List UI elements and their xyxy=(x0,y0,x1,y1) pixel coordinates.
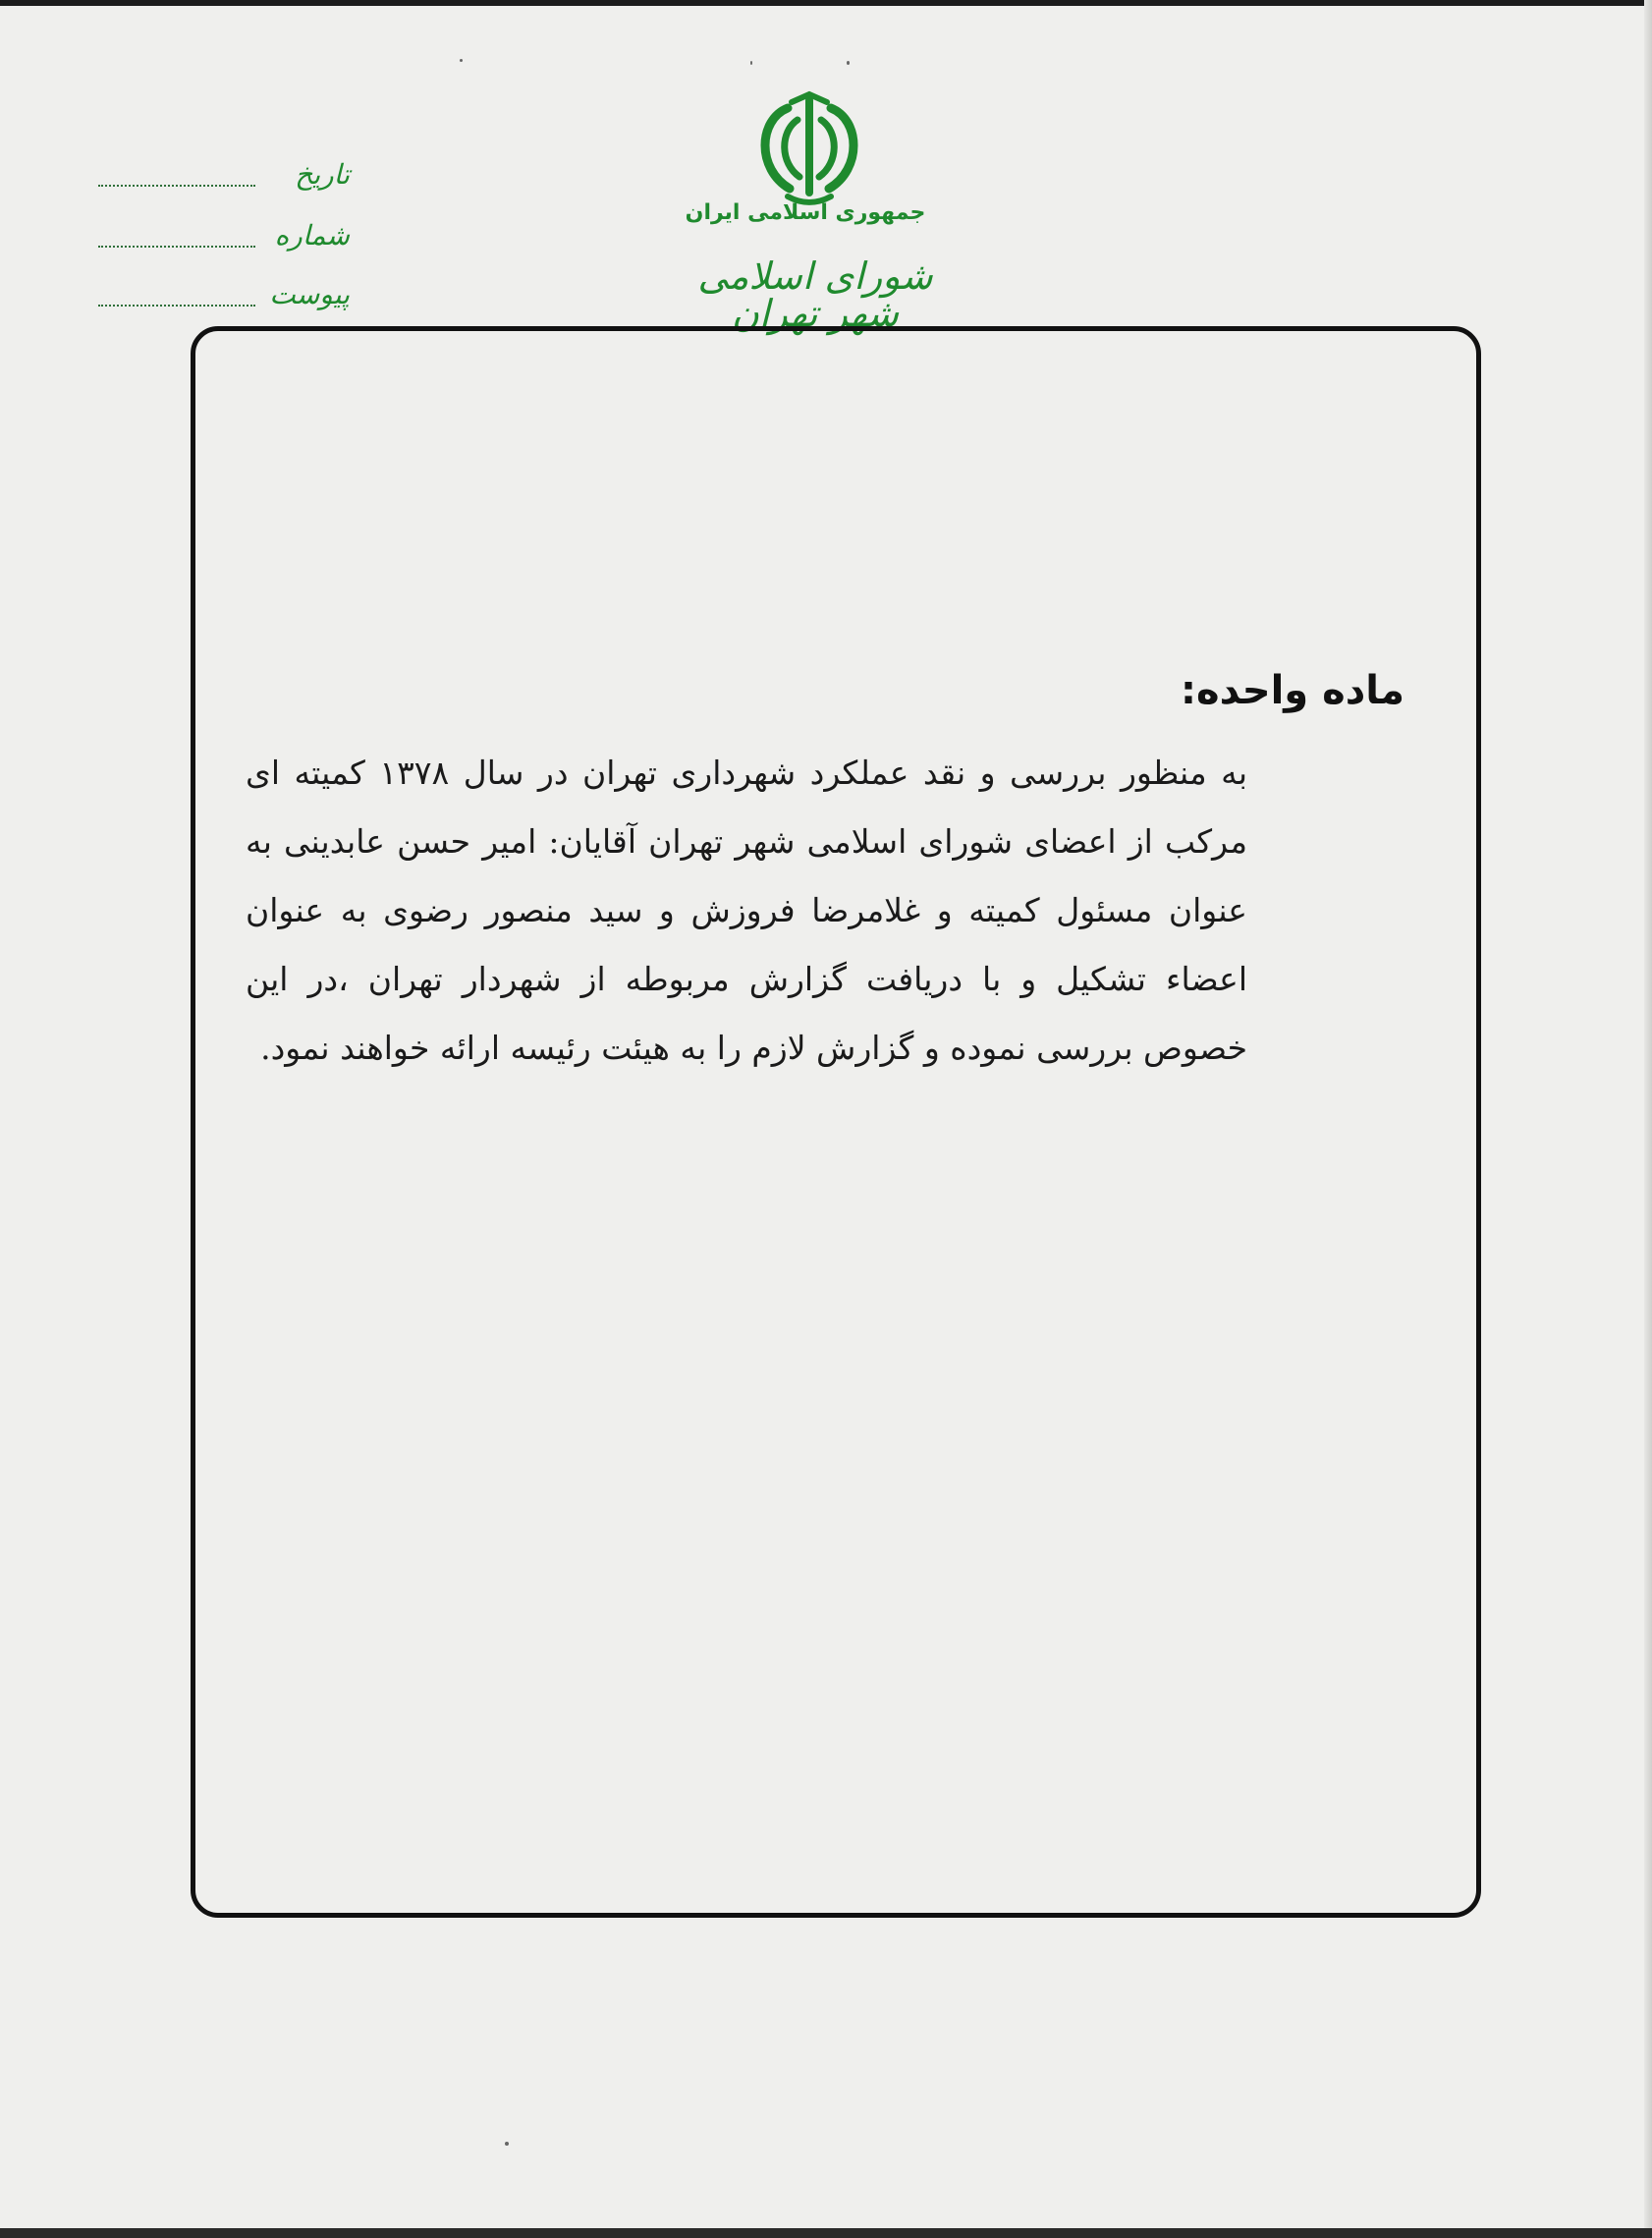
attachment-label: پیوست xyxy=(269,278,350,310)
page-bottom-edge xyxy=(0,2228,1652,2238)
page-right-edge xyxy=(1644,0,1652,2238)
scan-speck xyxy=(460,59,463,62)
article-body: به منظور بررسی و نقد عملکرد شهرداری تهران در سال ۱۳۷۸ کمیته ای مرکب از اعضای شورای اسلامی شهر تهران آقایان: امیر حسن عابدینی به عنوان مسئول کمیته و غلامرضا فروزش و سید منصور رضوی به عنوان اعضاء تشکیل و با دریافت گزارش مربوطه از شهردار تهران ،در این خصوص بررسی نموده و گزارش لازم را به هیئت رئیسه ارائه خواهند نمود. xyxy=(246,754,1248,1067)
council-name: شورای اسلامی شهر تهران xyxy=(697,254,933,335)
attachment-dotted-line xyxy=(98,305,255,307)
date-dotted-line xyxy=(98,185,255,187)
scan-speck xyxy=(847,61,850,65)
country-name: جمهوری اسلامی ایران xyxy=(685,200,926,225)
date-field xyxy=(98,155,350,195)
number-label: شماره xyxy=(274,219,350,252)
content-frame xyxy=(191,326,1481,1918)
page-top-edge xyxy=(0,0,1652,6)
iran-emblem-icon xyxy=(748,90,870,206)
scan-speck xyxy=(505,2142,509,2146)
attachment-field xyxy=(98,275,350,314)
date-label: تاریخ xyxy=(295,158,350,191)
scan-speck xyxy=(750,61,752,65)
number-dotted-line xyxy=(98,246,255,248)
article-heading: ماده واحده: xyxy=(1181,668,1404,713)
number-field xyxy=(98,216,350,255)
